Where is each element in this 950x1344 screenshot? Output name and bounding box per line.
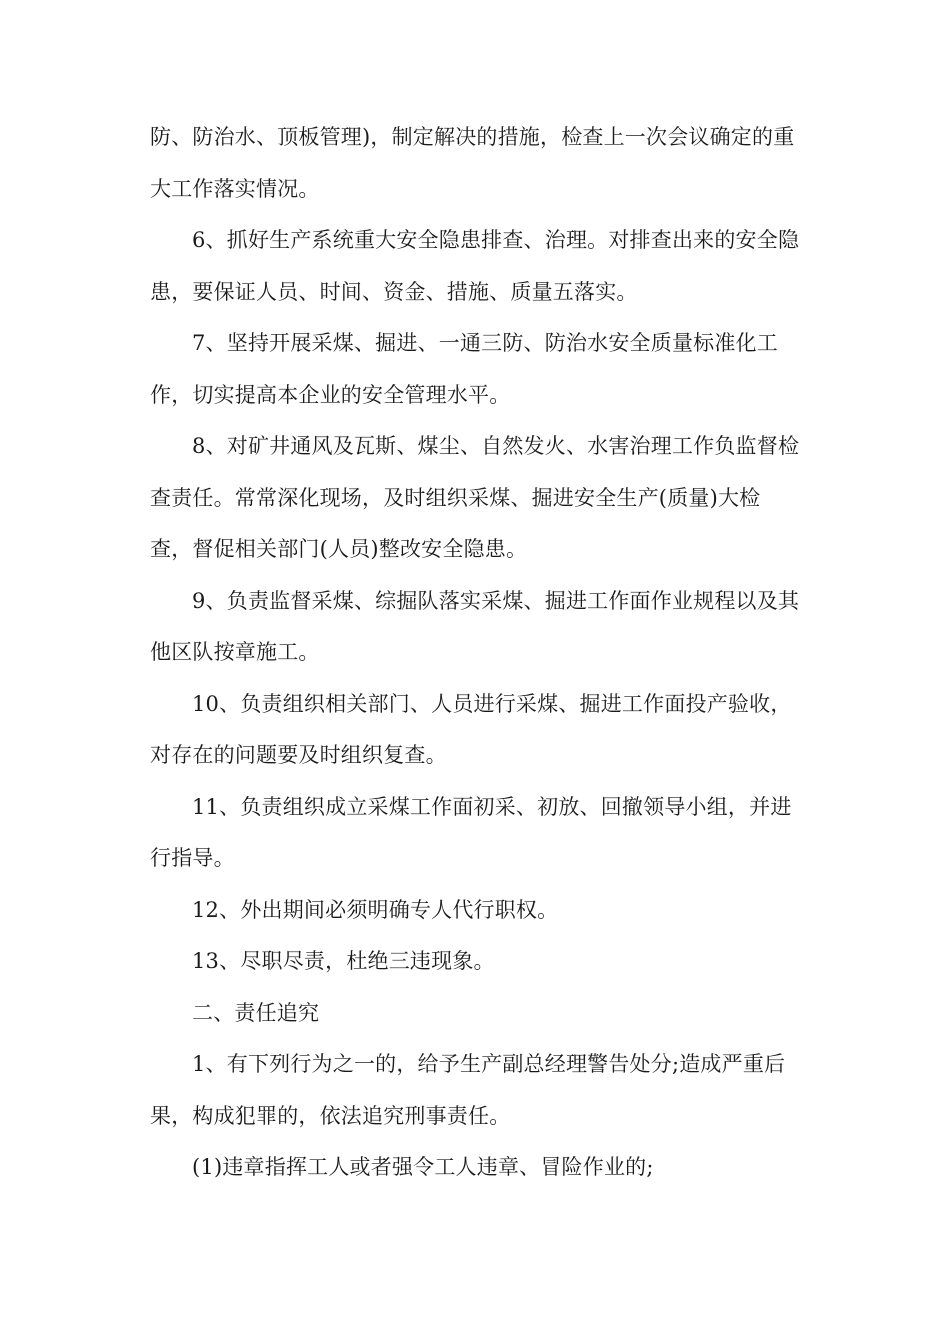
paragraph-item-9: 9、负责监督采煤、综掘队落实采煤、掘进工作面作业规程以及其他区队按章施工。 (150, 588, 800, 664)
section-heading-liability: 二、责任追究 (192, 1000, 320, 1025)
paragraph-item-13: 13、尽职尽责，杜绝三违现象。 (192, 949, 495, 973)
paragraph-item-7: 7、坚持开展采煤、掘进、一通三防、防治水安全质量标准化工作，切实提高本企业的安全管理水平。 (150, 331, 778, 407)
paragraph-liability-1: 1、有下列行为之一的，给予生产副总经理警告处分;造成严重后果，构成犯罪的，依法追究刑事责任。 (150, 1052, 786, 1128)
paragraph-liability-1-sub-1: (1)违章指挥工人或者强令工人违章、冒险作业的; (192, 1155, 654, 1179)
paragraph-item-12: 12、外出期间必须明确专人代行职权。 (192, 897, 559, 922)
paragraph-item-8: 8、对矿井通风及瓦斯、煤尘、自然发火、水害治理工作负监督检查责任。常常深化现场，及时组织采煤、掘进安全生产(质量)大检查，督促相关部门(人员)整改安全隐患。 (150, 434, 800, 561)
paragraph-item-11: 11、负责组织成立采煤工作面初采、初放、回撤领导小组，并进行指导。 (150, 794, 792, 870)
paragraph-item-6: 6、抓好生产系统重大安全隐患排查、治理。对排查出来的安全隐患，要保证人员、时间、资金、措施、质量五落实。 (150, 228, 800, 304)
document-body (150, 112, 800, 1194)
paragraph-continuation: 防、防治水、顶板管理)，制定解决的措施，检查上一次会议确定的重大工作落实情况。 (150, 125, 795, 201)
paragraph-item-10: 10、负责组织相关部门、人员进行采煤、掘进工作面投产验收，对存在的问题要及时组织复查。 (150, 691, 792, 767)
